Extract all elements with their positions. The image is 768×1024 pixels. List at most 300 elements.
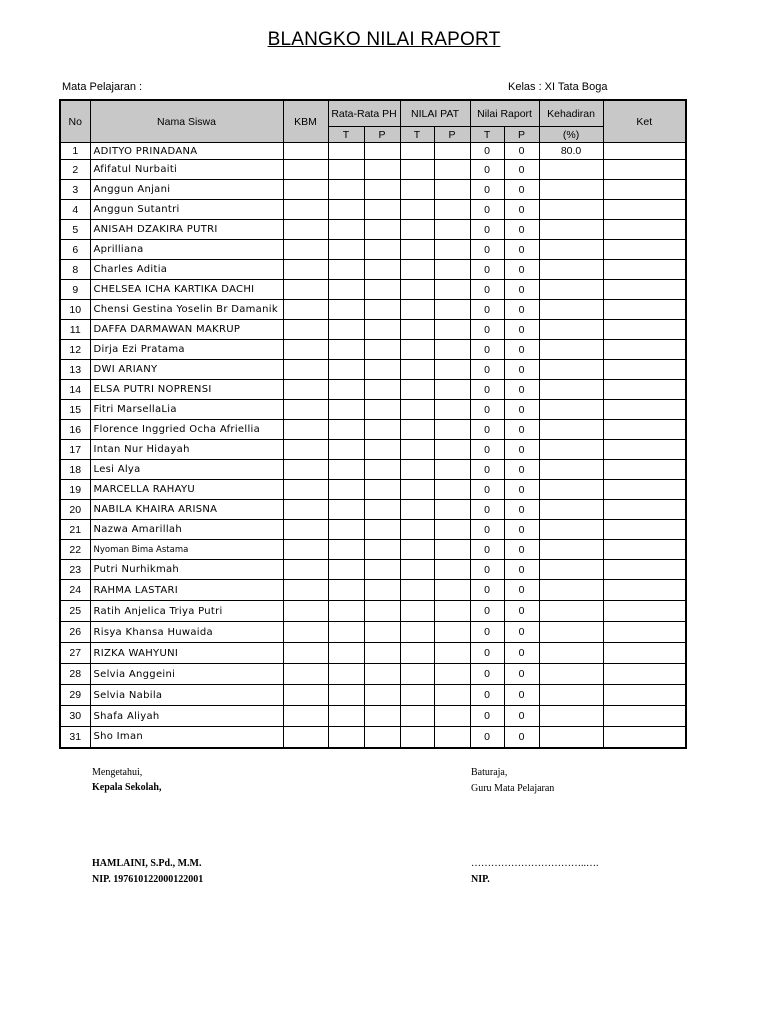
ph-t-cell	[328, 340, 364, 360]
pat-p-cell	[434, 706, 470, 727]
raport-t-cell: 0	[470, 580, 504, 601]
raport-p-cell: 0	[504, 664, 539, 685]
pat-t-cell	[400, 180, 434, 200]
name-cell: Fitri MarsellaLia	[90, 400, 283, 420]
header-kehadiran: Kehadiran	[539, 100, 603, 127]
kehadiran-cell	[539, 320, 603, 340]
kbm-cell	[283, 480, 328, 500]
table-row	[60, 340, 686, 360]
raport-p-cell: 0	[504, 520, 539, 540]
no-cell: 2	[60, 160, 90, 180]
raport-t-cell: 0	[470, 220, 504, 240]
ph-p-cell	[364, 601, 400, 622]
pat-t-cell	[400, 400, 434, 420]
table-row	[60, 280, 686, 300]
kehadiran-cell	[539, 500, 603, 520]
pat-t-cell	[400, 643, 434, 664]
kehadiran-cell	[539, 520, 603, 540]
raport-t-cell: 0	[470, 540, 504, 560]
kehadiran-cell	[539, 380, 603, 400]
header-ph-p: P	[364, 127, 400, 143]
header-kbm: KBM	[283, 100, 328, 143]
pat-p-cell	[434, 143, 470, 160]
kehadiran-cell	[539, 601, 603, 622]
no-cell: 11	[60, 320, 90, 340]
name-cell: Chensi Gestina Yoselin Br Damanik	[90, 300, 283, 320]
table-row	[60, 300, 686, 320]
ph-p-cell	[364, 540, 400, 560]
kbm-cell	[283, 440, 328, 460]
raport-t-cell: 0	[470, 601, 504, 622]
ph-p-cell	[364, 280, 400, 300]
ket-cell	[603, 560, 686, 580]
table-row	[60, 622, 686, 643]
ket-cell	[603, 540, 686, 560]
kbm-cell	[283, 622, 328, 643]
raport-t-cell: 0	[470, 260, 504, 280]
ph-p-cell	[364, 200, 400, 220]
name-cell: DWI ARIANY	[90, 360, 283, 380]
pat-p-cell	[434, 180, 470, 200]
ph-t-cell	[328, 360, 364, 380]
ph-t-cell	[328, 580, 364, 601]
ket-cell	[603, 706, 686, 727]
pat-t-cell	[400, 460, 434, 480]
kehadiran-cell	[539, 300, 603, 320]
table-row	[60, 180, 686, 200]
pat-p-cell	[434, 520, 470, 540]
kehadiran-cell	[539, 727, 603, 748]
ph-p-cell	[364, 706, 400, 727]
kehadiran-cell	[539, 460, 603, 480]
raport-p-cell: 0	[504, 143, 539, 160]
ph-t-cell	[328, 143, 364, 160]
no-cell: 26	[60, 622, 90, 643]
table-row	[60, 580, 686, 601]
raport-t-cell: 0	[470, 643, 504, 664]
guru-nip: NIP.	[471, 874, 490, 885]
raport-t-cell: 0	[470, 500, 504, 520]
ph-p-cell	[364, 360, 400, 380]
table-row	[60, 200, 686, 220]
raport-p-cell: 0	[504, 200, 539, 220]
no-cell: 12	[60, 340, 90, 360]
table-row	[60, 685, 686, 706]
raport-t-cell: 0	[470, 480, 504, 500]
no-cell: 6	[60, 240, 90, 260]
table-row	[60, 560, 686, 580]
ket-cell	[603, 340, 686, 360]
ph-t-cell	[328, 685, 364, 706]
kbm-cell	[283, 143, 328, 160]
kbm-cell	[283, 340, 328, 360]
name-cell: Anggun Sutantri	[90, 200, 283, 220]
kbm-cell	[283, 240, 328, 260]
name-cell: Afifatul Nurbaiti	[90, 160, 283, 180]
name-cell: ANISAH DZAKIRA PUTRI	[90, 220, 283, 240]
pat-t-cell	[400, 320, 434, 340]
kehadiran-cell	[539, 540, 603, 560]
kehadiran-cell	[539, 643, 603, 664]
table-row	[60, 500, 686, 520]
raport-p-cell: 0	[504, 601, 539, 622]
raport-p-cell: 0	[504, 340, 539, 360]
ket-cell	[603, 685, 686, 706]
raport-t-cell: 0	[470, 560, 504, 580]
pat-p-cell	[434, 240, 470, 260]
raport-t-cell: 0	[470, 420, 504, 440]
pat-t-cell	[400, 340, 434, 360]
no-cell: 1	[60, 143, 90, 160]
ph-t-cell	[328, 440, 364, 460]
raport-p-cell: 0	[504, 622, 539, 643]
pat-t-cell	[400, 727, 434, 748]
table-row	[60, 520, 686, 540]
ph-p-cell	[364, 643, 400, 664]
ket-cell	[603, 220, 686, 240]
ket-cell	[603, 260, 686, 280]
ket-cell	[603, 240, 686, 260]
pat-t-cell	[400, 540, 434, 560]
kehadiran-cell	[539, 240, 603, 260]
name-cell: DAFFA DARMAWAN MAKRUP	[90, 320, 283, 340]
header-nilai-raport: Nilai Raport	[470, 100, 539, 127]
no-cell: 22	[60, 540, 90, 560]
pat-p-cell	[434, 400, 470, 420]
no-cell: 28	[60, 664, 90, 685]
ph-t-cell	[328, 420, 364, 440]
kbm-cell	[283, 601, 328, 622]
student-rows	[60, 143, 686, 748]
ph-t-cell	[328, 200, 364, 220]
table-row	[60, 143, 686, 160]
kbm-cell	[283, 260, 328, 280]
pat-p-cell	[434, 460, 470, 480]
table-row	[60, 706, 686, 727]
ph-t-cell	[328, 643, 364, 664]
ph-t-cell	[328, 480, 364, 500]
ph-t-cell	[328, 260, 364, 280]
kehadiran-cell	[539, 260, 603, 280]
raport-t-cell: 0	[470, 706, 504, 727]
pat-t-cell	[400, 360, 434, 380]
pat-t-cell	[400, 260, 434, 280]
no-cell: 14	[60, 380, 90, 400]
ket-cell	[603, 380, 686, 400]
name-cell: Shafa Aliyah	[90, 706, 283, 727]
name-cell: Ratih Anjelica Triya Putri	[90, 601, 283, 622]
no-cell: 21	[60, 520, 90, 540]
kepala-sekolah-label: Kepala Sekolah,	[92, 782, 162, 793]
pat-t-cell	[400, 500, 434, 520]
raport-p-cell: 0	[504, 540, 539, 560]
pat-p-cell	[434, 643, 470, 664]
header-pat-p: P	[434, 127, 470, 143]
header-pat-t: T	[400, 127, 434, 143]
ket-cell	[603, 320, 686, 340]
kbm-cell	[283, 520, 328, 540]
ph-t-cell	[328, 520, 364, 540]
pat-p-cell	[434, 480, 470, 500]
name-cell: Selvia Nabila	[90, 685, 283, 706]
pat-t-cell	[400, 380, 434, 400]
no-cell: 3	[60, 180, 90, 200]
ph-p-cell	[364, 420, 400, 440]
name-cell: ELSA PUTRI NOPRENSI	[90, 380, 283, 400]
ket-cell	[603, 520, 686, 540]
kbm-cell	[283, 540, 328, 560]
raport-t-cell: 0	[470, 685, 504, 706]
kbm-cell	[283, 280, 328, 300]
kbm-cell	[283, 380, 328, 400]
name-cell: Risya Khansa Huwaida	[90, 622, 283, 643]
pat-t-cell	[400, 420, 434, 440]
kbm-cell	[283, 360, 328, 380]
ph-p-cell	[364, 685, 400, 706]
raport-p-cell: 0	[504, 260, 539, 280]
kepala-sekolah-name: HAMLAINI, S.Pd., M.M.	[92, 858, 202, 869]
kehadiran-cell	[539, 440, 603, 460]
kehadiran-cell	[539, 706, 603, 727]
raport-t-cell: 0	[470, 180, 504, 200]
kehadiran-cell	[539, 220, 603, 240]
ph-p-cell	[364, 240, 400, 260]
pat-t-cell	[400, 520, 434, 540]
ph-t-cell	[328, 706, 364, 727]
ph-t-cell	[328, 220, 364, 240]
pat-p-cell	[434, 220, 470, 240]
pat-p-cell	[434, 601, 470, 622]
raport-p-cell: 0	[504, 420, 539, 440]
no-cell: 20	[60, 500, 90, 520]
ket-cell	[603, 480, 686, 500]
pat-t-cell	[400, 664, 434, 685]
pat-t-cell	[400, 580, 434, 601]
kbm-cell	[283, 560, 328, 580]
kehadiran-cell	[539, 580, 603, 601]
kbm-cell	[283, 420, 328, 440]
pat-p-cell	[434, 360, 470, 380]
raport-t-cell: 0	[470, 300, 504, 320]
no-cell: 27	[60, 643, 90, 664]
ph-p-cell	[364, 560, 400, 580]
no-cell: 19	[60, 480, 90, 500]
kehadiran-cell	[539, 360, 603, 380]
raport-p-cell: 0	[504, 160, 539, 180]
ph-p-cell	[364, 440, 400, 460]
raport-p-cell: 0	[504, 320, 539, 340]
name-cell: Nazwa Amarillah	[90, 520, 283, 540]
kbm-cell	[283, 727, 328, 748]
ket-cell	[603, 664, 686, 685]
ph-t-cell	[328, 540, 364, 560]
kehadiran-cell	[539, 664, 603, 685]
name-cell: Charles Aditia	[90, 260, 283, 280]
no-cell: 31	[60, 727, 90, 748]
no-cell: 25	[60, 601, 90, 622]
name-cell: CHELSEA ICHA KARTIKA DACHI	[90, 280, 283, 300]
kbm-cell	[283, 706, 328, 727]
ket-cell	[603, 643, 686, 664]
pat-p-cell	[434, 200, 470, 220]
raport-t-cell: 0	[470, 622, 504, 643]
table-row	[60, 160, 686, 180]
table-row	[60, 601, 686, 622]
no-cell: 24	[60, 580, 90, 601]
name-cell: ADITYO PRINADANA	[90, 143, 283, 160]
kbm-cell	[283, 320, 328, 340]
raport-t-cell: 0	[470, 460, 504, 480]
ph-t-cell	[328, 320, 364, 340]
no-cell: 5	[60, 220, 90, 240]
grade-table	[59, 99, 687, 749]
guru-label: Guru Mata Pelajaran	[471, 783, 555, 794]
pat-p-cell	[434, 160, 470, 180]
raport-t-cell: 0	[470, 727, 504, 748]
kehadiran-cell	[539, 280, 603, 300]
header-kehadiran-unit: (%)	[539, 127, 603, 143]
kbm-cell	[283, 220, 328, 240]
ph-t-cell	[328, 727, 364, 748]
kehadiran-cell	[539, 685, 603, 706]
ph-t-cell	[328, 400, 364, 420]
raport-p-cell: 0	[504, 240, 539, 260]
pat-t-cell	[400, 160, 434, 180]
kepala-sekolah-nip: NIP. 197610122000122001	[92, 874, 204, 885]
pat-t-cell	[400, 300, 434, 320]
name-cell: Putri Nurhikmah	[90, 560, 283, 580]
no-cell: 29	[60, 685, 90, 706]
raport-p-cell: 0	[504, 400, 539, 420]
raport-t-cell: 0	[470, 360, 504, 380]
table-row	[60, 643, 686, 664]
place-label: Baturaja,	[471, 767, 508, 778]
ket-cell	[603, 360, 686, 380]
ket-cell	[603, 727, 686, 748]
ph-p-cell	[364, 400, 400, 420]
pat-p-cell	[434, 580, 470, 601]
ket-cell	[603, 622, 686, 643]
ph-t-cell	[328, 622, 364, 643]
pat-p-cell	[434, 300, 470, 320]
raport-p-cell: 0	[504, 580, 539, 601]
ph-p-cell	[364, 220, 400, 240]
header-ket: Ket	[603, 100, 686, 143]
pat-p-cell	[434, 420, 470, 440]
pat-t-cell	[400, 440, 434, 460]
table-row	[60, 440, 686, 460]
pat-p-cell	[434, 727, 470, 748]
name-cell: Dirja Ezi Pratama	[90, 340, 283, 360]
header-no: No	[60, 100, 90, 143]
ph-p-cell	[364, 500, 400, 520]
table-row	[60, 240, 686, 260]
kehadiran-cell	[539, 480, 603, 500]
pat-t-cell	[400, 200, 434, 220]
header-raport-t: T	[470, 127, 504, 143]
ph-p-cell	[364, 460, 400, 480]
kbm-cell	[283, 664, 328, 685]
ket-cell	[603, 420, 686, 440]
raport-p-cell: 0	[504, 300, 539, 320]
ph-t-cell	[328, 601, 364, 622]
ket-cell	[603, 300, 686, 320]
pat-t-cell	[400, 706, 434, 727]
name-cell: Nyoman Bima Astama	[90, 540, 283, 560]
table-row	[60, 380, 686, 400]
no-cell: 23	[60, 560, 90, 580]
table-row	[60, 727, 686, 748]
kbm-cell	[283, 400, 328, 420]
name-cell: Intan Nur Hidayah	[90, 440, 283, 460]
raport-t-cell: 0	[470, 664, 504, 685]
ph-p-cell	[364, 340, 400, 360]
guru-name-placeholder: ……………………………..….	[471, 858, 599, 869]
no-cell: 18	[60, 460, 90, 480]
table-row	[60, 420, 686, 440]
ket-cell	[603, 580, 686, 601]
raport-p-cell: 0	[504, 460, 539, 480]
raport-t-cell: 0	[470, 400, 504, 420]
header-rata-rata-ph: Rata-Rata PH	[328, 100, 400, 127]
pat-t-cell	[400, 240, 434, 260]
ket-cell	[603, 601, 686, 622]
kbm-cell	[283, 643, 328, 664]
kbm-cell	[283, 500, 328, 520]
ket-cell	[603, 180, 686, 200]
ph-t-cell	[328, 560, 364, 580]
ph-p-cell	[364, 727, 400, 748]
ph-t-cell	[328, 460, 364, 480]
pat-t-cell	[400, 480, 434, 500]
pat-t-cell	[400, 622, 434, 643]
pat-p-cell	[434, 500, 470, 520]
ket-cell	[603, 200, 686, 220]
ph-p-cell	[364, 664, 400, 685]
no-cell: 17	[60, 440, 90, 460]
pat-t-cell	[400, 280, 434, 300]
ph-p-cell	[364, 160, 400, 180]
ph-t-cell	[328, 160, 364, 180]
kehadiran-cell	[539, 340, 603, 360]
raport-t-cell: 0	[470, 320, 504, 340]
ph-p-cell	[364, 180, 400, 200]
pat-t-cell	[400, 601, 434, 622]
raport-t-cell: 0	[470, 240, 504, 260]
kbm-cell	[283, 300, 328, 320]
kbm-cell	[283, 160, 328, 180]
pat-p-cell	[434, 320, 470, 340]
raport-t-cell: 0	[470, 280, 504, 300]
name-cell: Florence Inggried Ocha Afriellia	[90, 420, 283, 440]
pat-p-cell	[434, 540, 470, 560]
page-title: BLANGKO NILAI RAPORT	[267, 29, 501, 50]
ph-p-cell	[364, 520, 400, 540]
kelas-label: Kelas : XI Tata Boga	[508, 81, 608, 93]
kehadiran-cell	[539, 420, 603, 440]
name-cell: MARCELLA RAHAYU	[90, 480, 283, 500]
ph-t-cell	[328, 280, 364, 300]
kbm-cell	[283, 580, 328, 601]
no-cell: 8	[60, 260, 90, 280]
ket-cell	[603, 440, 686, 460]
table-row	[60, 540, 686, 560]
header-nilai-pat: NILAI PAT	[400, 100, 470, 127]
ph-p-cell	[364, 260, 400, 280]
pat-t-cell	[400, 560, 434, 580]
no-cell: 15	[60, 400, 90, 420]
raport-p-cell: 0	[504, 360, 539, 380]
